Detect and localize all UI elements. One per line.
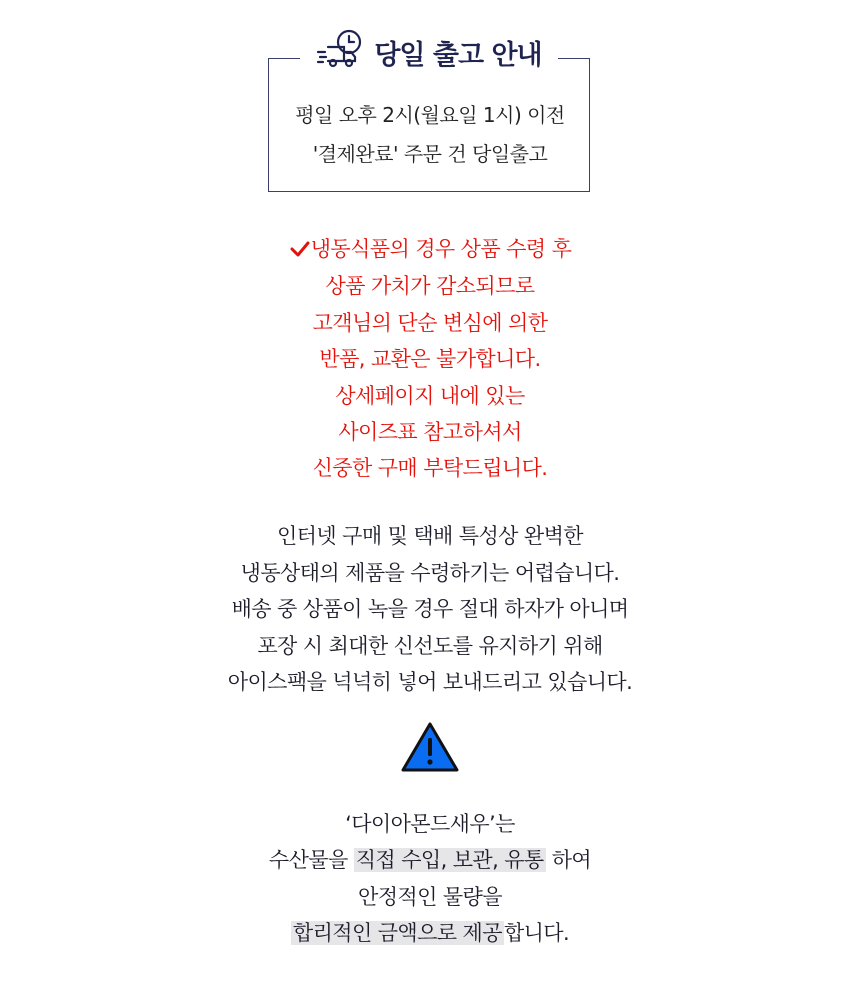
shipping-line-4: 포장 시 최대한 신선도를 유지하기 위해	[257, 634, 603, 658]
notice-line-1: 평일 오후 2시(월요일 1시) 이전	[295, 103, 565, 127]
brand-line-1: ‘다이아몬드새우’는	[345, 812, 515, 836]
red-line-2: 상품 가치가 감소되므로	[325, 274, 535, 298]
highlight-reasonable-price: 합리적인 금액으로 제공	[292, 921, 502, 945]
brand-line-2: 수산물을 직접 수입, 보관, 유통 하여	[268, 848, 592, 872]
red-line-5: 상세페이지 내에 있는	[335, 384, 525, 408]
shipping-line-5: 아이스팩을 넉넉히 넣어 보내드리고 있습니다.	[227, 670, 633, 694]
brand-line-3: 안정적인 물량을	[358, 885, 502, 909]
delivery-clock-icon	[316, 27, 366, 77]
notice-header	[300, 24, 558, 80]
shipping-line-1: 인터넷 구매 및 택배 특성상 완벽한	[277, 524, 583, 548]
red-line-3: 고객님의 단순 변심에 의한	[312, 311, 548, 335]
red-line-6: 사이즈표 참고하셔서	[338, 420, 522, 444]
notice-line-2: '결제완료' 주문 건 당일출고	[312, 142, 548, 166]
notice-title: 당일 출고 안내	[374, 39, 542, 71]
warning-icon	[399, 720, 461, 780]
red-line-4: 반품, 교환은 불가합니다.	[319, 347, 541, 371]
red-line-7: 신중한 구매 부탁드립니다.	[312, 456, 548, 480]
shipping-line-2: 냉동상태의 제품을 수령하기는 어렵습니다.	[240, 561, 620, 585]
brand-line-4: 합리적인 금액으로 제공합니다.	[292, 921, 570, 945]
red-line-1: 냉동식품의 경우 상품 수령 후	[0, 233, 860, 263]
check-icon	[289, 239, 311, 263]
highlight-direct-import: 직접 수입, 보관, 유통	[355, 848, 544, 872]
shipping-line-3: 배송 중 상품이 녹을 경우 절대 하자가 아니며	[231, 597, 629, 621]
